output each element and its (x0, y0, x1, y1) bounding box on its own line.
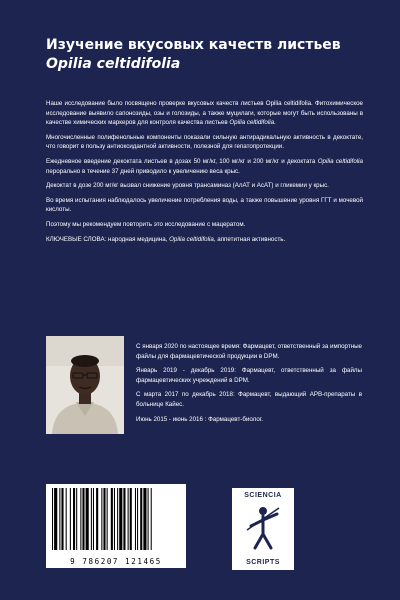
keywords-label: КЛЮЧЕВЫЕ СЛОВА: народная медицина, (46, 235, 170, 243)
abstract-p1-end: . (274, 119, 276, 127)
publisher-name-line-1: SCIENCIA (244, 492, 282, 499)
keywords-end: , аппетитная активность. (213, 235, 286, 243)
abstract-paragraph-2: Многочисленные полифенольные компоненты показали сильную антирадикальную активность в декоктате, что говорит в пользу антиоксидантной активности, полезной для гепатопротекции. (46, 133, 363, 151)
bio-entry: С января 2020 по настоящее время: Фармацевт, ответственный за импортные файлы для фармацевтической продукции в DPM. (136, 343, 362, 360)
isbn-number: 9 786207 121465 (70, 557, 162, 566)
abstract-p3-species: Opilia celtidifolia (317, 157, 363, 165)
author-portrait-icon (46, 336, 124, 434)
keywords-species: Opilia celtidifolia (169, 235, 214, 243)
book-title (46, 36, 376, 74)
title-line-1: Изучение вкусовых качеств листьев (46, 37, 341, 53)
publisher-name-line-2: SCRIPTS (246, 559, 280, 566)
bio-entry: Январь 2019 - декабрь 2019: Фармацевт, ответственный за файлы фармацевтических учреждений в DPM. (136, 367, 362, 384)
scribe-figure-icon (245, 504, 281, 552)
abstract (46, 99, 363, 249)
bio-entry: С марта 2017 по декабрь 2018: Фармацевт, выдающий АРВ-препараты в больнице Кайес. (136, 391, 362, 408)
abstract-paragraph-1 (46, 99, 363, 128)
abstract-paragraph-5: Во время испытания наблюдалось увеличение потребления воды, а также повышение уровня ГГТ и мочевой кислоты. (46, 196, 363, 214)
abstract-p3-text: Ежедневное введение декоктата листьев в дозах 50 мг/кг, 100 мг/кг и 200 мг/кг и декоктата (46, 157, 318, 165)
abstract-paragraph-3 (46, 157, 363, 176)
abstract-p1-text: Наше исследование было посвящено проверке вкусовых качеств листьев Opilia celtidifolia. Фитохимическое исследование выявило сапонозиды, озы и голозиды, а также муцилаги, которые могут быть использованы в качестве химических маркеров для контроля качества листьев (46, 100, 363, 127)
title-line-2: Opilia celtidifolia (46, 56, 181, 72)
abstract-paragraph-4: Декоктат в дозе 200 мг/кг вызвал снижение уровня трансаминаз (АлАТ и АсАТ) и гликемии у крыс. (46, 182, 329, 190)
author-photo (46, 336, 124, 434)
abstract-paragraph-6: Поэтому мы рекомендуем повторить это исследование с мацератом. (46, 220, 246, 228)
isbn-barcode (46, 484, 186, 568)
keywords (46, 235, 363, 245)
bio-entry: Июнь 2015 - июнь 2016 : Фармацевт-биолог. (136, 415, 263, 423)
abstract-p1-species: Opilia celtidifolia (229, 119, 275, 127)
publisher-logo (232, 488, 294, 570)
author-bio (136, 342, 362, 429)
abstract-p3-end: перорально в течение 37 дней приводило к увеличению веса крыс. (46, 167, 240, 175)
barcode-bars-icon (50, 488, 182, 552)
